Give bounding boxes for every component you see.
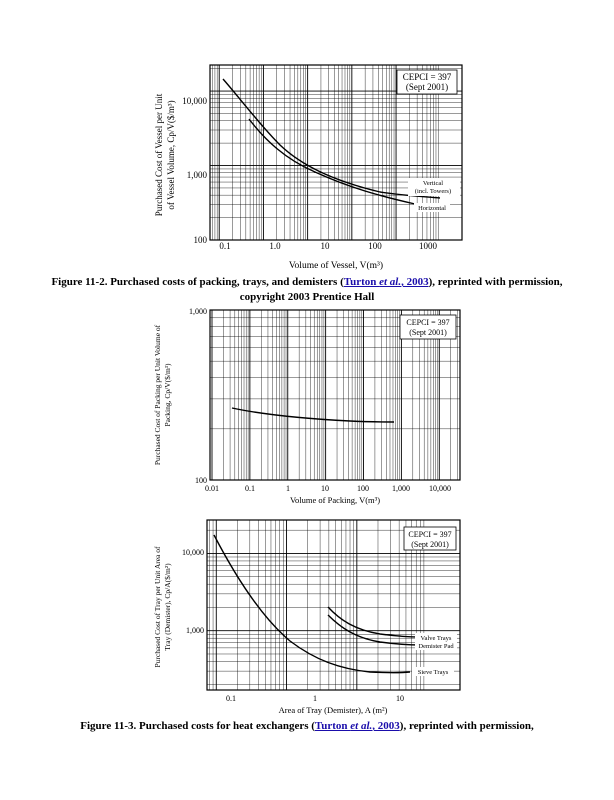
tray-xlabel: Area of Tray (Demister), A (m²)	[278, 705, 388, 715]
packing-ytick-1000: 1,000	[189, 307, 207, 316]
vessel-ytick-1000: 1,000	[186, 170, 207, 180]
vessel-horizontal-curve	[249, 119, 415, 204]
packing-xtick-10000: 10,000	[429, 484, 451, 493]
packing-cost-curve	[232, 408, 394, 422]
vessel-ytick-100: 100	[193, 235, 207, 245]
tray-chart	[150, 515, 470, 715]
packing-xtick-1: 1	[286, 484, 290, 493]
tray-date-label: (Sept 2001)	[411, 540, 449, 549]
vessel-xtick-100: 100	[368, 241, 382, 251]
vessel-chart	[150, 60, 470, 272]
sieve-trays-label: Sieve Trays	[417, 669, 449, 676]
tray-ylabel-1: Purchased Cost of Tray per Unit Area of	[153, 546, 162, 668]
vessel-ylabel-1: Purchased Cost of Vessel per Unit	[154, 93, 164, 217]
packing-xtick-0.1: 0.1	[245, 484, 255, 493]
valve-trays-curve	[328, 607, 420, 637]
packing-cepci-label: CEPCI = 397	[406, 318, 450, 327]
vertical-incl-label: (incl. Towers)	[414, 188, 452, 195]
packing-ytick-100: 100	[195, 476, 207, 485]
demister-pad-label: Demister Pad	[418, 643, 454, 650]
vessel-xtick-10: 10	[320, 241, 330, 251]
tray-xtick-0.1: 0.1	[226, 694, 236, 703]
packing-xtick-100: 100	[357, 484, 369, 493]
vessel-vertical-curve	[223, 79, 440, 198]
packing-xtick-10: 10	[321, 484, 329, 493]
tray-xtick-1: 1	[313, 694, 317, 703]
vessel-xtick-0.1: 0.1	[219, 241, 231, 251]
figure-11-3-caption: Figure 11-3. Purchased costs for heat exchangers (Turton et al., 2003), reprinted with permission,	[80, 720, 534, 732]
vessel-xtick-1000: 1000	[419, 241, 437, 251]
vessel-chart-svg	[150, 60, 470, 272]
figure-11-2-caption: Figure 11-2. Purchased costs of packing, trays, and demisters (Turton et al., 2003), reprinted with permission, copyright 2003 Prentice Hall	[51, 276, 563, 303]
tray-ytick-10000: 10,000	[182, 548, 204, 557]
vessel-xlabel: Volume of Vessel, V(m³)	[288, 261, 384, 271]
vessel-xtick-1: 1.0	[269, 241, 281, 251]
packing-xtick-0.01: 0.01	[205, 484, 219, 493]
packing-ylabel-1: Purchased Cost of Packing per Unit Volume of	[153, 324, 162, 466]
valve-trays-label: Valve Trays	[420, 635, 452, 642]
sieve-trays-curve	[214, 535, 410, 673]
turton-2003-link-1[interactable]: Turton et al., 2003	[343, 276, 429, 288]
tray-cepci-label: CEPCI = 397	[408, 530, 452, 539]
vessel-ylabel-2: of Vessel Volume, Cp/V($/m³)	[166, 100, 176, 210]
packing-xtick-1000: 1,000	[392, 484, 410, 493]
packing-ylabel-2: Packing, Cp/V($/m³)	[163, 363, 172, 427]
vessel-ytick-10000: 10,000	[182, 96, 207, 106]
packing-xlabel: Volume of Packing, V(m³)	[289, 495, 381, 505]
tray-xtick-10: 10	[396, 694, 404, 703]
tray-ytick-1000: 1,000	[186, 626, 204, 635]
turton-2003-link-2[interactable]: Turton et al., 2003	[314, 720, 400, 732]
vertical-label: Vertical	[422, 180, 444, 187]
vessel-date-label: (Sept 2001)	[405, 82, 449, 92]
tray-chart-svg	[150, 515, 470, 715]
horizontal-label: Horizontal	[418, 205, 446, 212]
packing-chart	[150, 305, 470, 510]
packing-chart-svg	[150, 305, 470, 510]
packing-date-label: (Sept 2001)	[409, 328, 447, 337]
tray-ylabel-2: Tray (Demister), Cp/A($/m²)	[163, 563, 172, 651]
vessel-cepci-label: CEPCI = 397	[402, 72, 452, 82]
